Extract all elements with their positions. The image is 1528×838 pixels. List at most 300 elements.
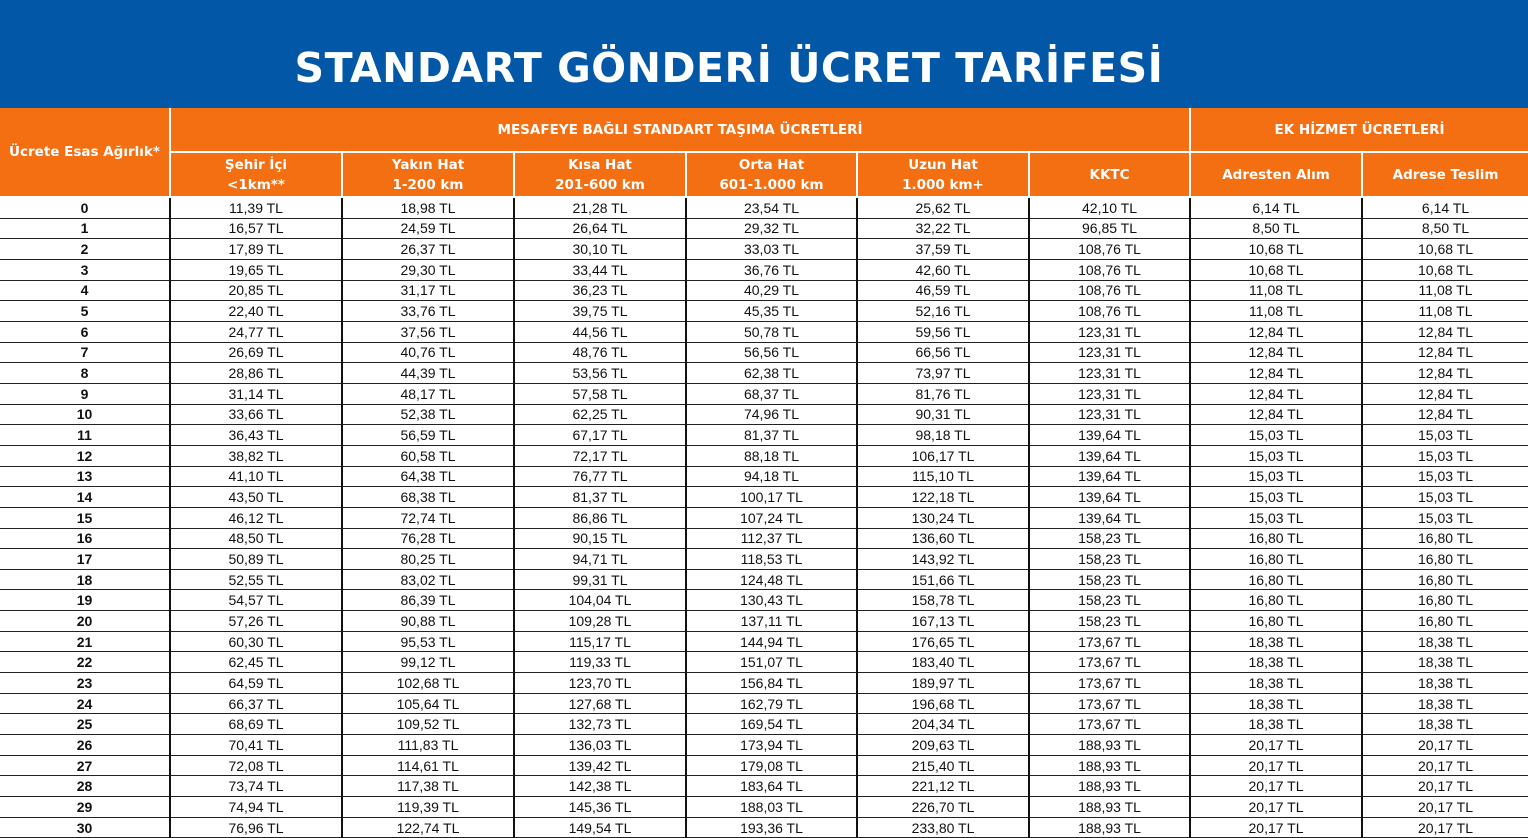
cell-kktc: 173,67 TL	[1029, 673, 1190, 694]
cell-kktc: 158,23 TL	[1029, 528, 1190, 549]
cell-weight: 21	[0, 631, 170, 652]
cell-weight: 14	[0, 487, 170, 508]
cell-adrese-teslim: 8,50 TL	[1362, 218, 1528, 239]
cell-orta-hat: 23,54 TL	[686, 197, 857, 218]
cell-uzun-hat: 59,56 TL	[857, 321, 1029, 342]
cell-adresten-alim: 12,84 TL	[1190, 321, 1362, 342]
cell-weight: 10	[0, 404, 170, 425]
table-row	[0, 549, 1528, 570]
cell-uzun-hat: 98,18 TL	[857, 425, 1029, 446]
cell-yakin-hat: 105,64 TL	[342, 693, 514, 714]
cell-kktc: 139,64 TL	[1029, 466, 1190, 487]
table-row	[0, 301, 1528, 322]
cell-adresten-alim: 12,84 TL	[1190, 342, 1362, 363]
cell-weight: 26	[0, 735, 170, 756]
cell-yakin-hat: 76,28 TL	[342, 528, 514, 549]
cell-kktc: 108,76 TL	[1029, 280, 1190, 301]
column-header-uzun-hat: Uzun Hat 1.000 km+	[857, 152, 1029, 197]
cell-yakin-hat: 117,38 TL	[342, 776, 514, 797]
cell-kisa-hat: 142,38 TL	[514, 776, 686, 797]
table-row	[0, 817, 1528, 838]
cell-kktc: 188,93 TL	[1029, 735, 1190, 756]
cell-sehir-ici: 43,50 TL	[170, 487, 342, 508]
cell-yakin-hat: 40,76 TL	[342, 342, 514, 363]
cell-uzun-hat: 42,60 TL	[857, 259, 1029, 280]
cell-kisa-hat: 119,33 TL	[514, 652, 686, 673]
cell-orta-hat: 169,54 TL	[686, 714, 857, 735]
cell-kisa-hat: 33,44 TL	[514, 259, 686, 280]
cell-kisa-hat: 90,15 TL	[514, 528, 686, 549]
cell-adrese-teslim: 20,17 TL	[1362, 776, 1528, 797]
cell-adrese-teslim: 20,17 TL	[1362, 755, 1528, 776]
cell-uzun-hat: 233,80 TL	[857, 817, 1029, 838]
cell-weight: 3	[0, 259, 170, 280]
cell-orta-hat: 130,43 TL	[686, 590, 857, 611]
cell-weight: 28	[0, 776, 170, 797]
cell-weight: 25	[0, 714, 170, 735]
table-row	[0, 652, 1528, 673]
cell-kisa-hat: 44,56 TL	[514, 321, 686, 342]
cell-adresten-alim: 18,38 TL	[1190, 652, 1362, 673]
cell-adresten-alim: 11,08 TL	[1190, 301, 1362, 322]
cell-sehir-ici: 62,45 TL	[170, 652, 342, 673]
cell-adresten-alim: 20,17 TL	[1190, 817, 1362, 838]
cell-yakin-hat: 64,38 TL	[342, 466, 514, 487]
cell-sehir-ici: 22,40 TL	[170, 301, 342, 322]
table-row	[0, 528, 1528, 549]
cell-orta-hat: 100,17 TL	[686, 487, 857, 508]
cell-kisa-hat: 145,36 TL	[514, 797, 686, 818]
cell-kktc: 188,93 TL	[1029, 817, 1190, 838]
cell-yakin-hat: 29,30 TL	[342, 259, 514, 280]
cell-weight: 4	[0, 280, 170, 301]
cell-kktc: 139,64 TL	[1029, 507, 1190, 528]
table-row	[0, 569, 1528, 590]
table-row	[0, 714, 1528, 735]
cell-adrese-teslim: 16,80 TL	[1362, 611, 1528, 632]
cell-orta-hat: 29,32 TL	[686, 218, 857, 239]
cell-yakin-hat: 111,83 TL	[342, 735, 514, 756]
cell-adresten-alim: 16,80 TL	[1190, 549, 1362, 570]
cell-yakin-hat: 83,02 TL	[342, 569, 514, 590]
column-header-kktc: KKTC	[1029, 152, 1190, 197]
cell-kktc: 139,64 TL	[1029, 487, 1190, 508]
cell-weight: 19	[0, 590, 170, 611]
cell-orta-hat: 137,11 TL	[686, 611, 857, 632]
cell-kktc: 42,10 TL	[1029, 197, 1190, 218]
weight-column-header: Ücrete Esas Ağırlık*	[0, 108, 170, 197]
cell-yakin-hat: 99,12 TL	[342, 652, 514, 673]
table-row	[0, 239, 1528, 260]
cell-weight: 6	[0, 321, 170, 342]
cell-kktc: 96,85 TL	[1029, 218, 1190, 239]
table-row	[0, 363, 1528, 384]
cell-sehir-ici: 54,57 TL	[170, 590, 342, 611]
cell-adrese-teslim: 18,38 TL	[1362, 693, 1528, 714]
cell-weight: 8	[0, 363, 170, 384]
table-row	[0, 342, 1528, 363]
cell-uzun-hat: 143,92 TL	[857, 549, 1029, 570]
cell-kisa-hat: 36,23 TL	[514, 280, 686, 301]
cell-sehir-ici: 33,66 TL	[170, 404, 342, 425]
cell-adrese-teslim: 12,84 TL	[1362, 363, 1528, 384]
cell-sehir-ici: 70,41 TL	[170, 735, 342, 756]
cell-weight: 30	[0, 817, 170, 838]
cell-adresten-alim: 6,14 TL	[1190, 197, 1362, 218]
cell-orta-hat: 173,94 TL	[686, 735, 857, 756]
column-header-adrese-teslim: Adrese Teslim	[1362, 152, 1528, 197]
table-row	[0, 673, 1528, 694]
cell-kisa-hat: 149,54 TL	[514, 817, 686, 838]
cell-kisa-hat: 139,42 TL	[514, 755, 686, 776]
cell-kktc: 123,31 TL	[1029, 404, 1190, 425]
cell-kisa-hat: 39,75 TL	[514, 301, 686, 322]
tariff-body	[0, 197, 1528, 838]
cell-yakin-hat: 80,25 TL	[342, 549, 514, 570]
table-row	[0, 797, 1528, 818]
cell-sehir-ici: 26,69 TL	[170, 342, 342, 363]
cell-adrese-teslim: 18,38 TL	[1362, 673, 1528, 694]
column-header-kisa-hat: Kısa Hat 201-600 km	[514, 152, 686, 197]
cell-adresten-alim: 10,68 TL	[1190, 239, 1362, 260]
cell-uzun-hat: 215,40 TL	[857, 755, 1029, 776]
cell-kisa-hat: 67,17 TL	[514, 425, 686, 446]
table-row	[0, 755, 1528, 776]
cell-orta-hat: 124,48 TL	[686, 569, 857, 590]
cell-weight: 11	[0, 425, 170, 446]
cell-uzun-hat: 151,66 TL	[857, 569, 1029, 590]
cell-kktc: 123,31 TL	[1029, 321, 1190, 342]
cell-kisa-hat: 26,64 TL	[514, 218, 686, 239]
cell-uzun-hat: 115,10 TL	[857, 466, 1029, 487]
cell-weight: 12	[0, 445, 170, 466]
cell-adrese-teslim: 15,03 TL	[1362, 487, 1528, 508]
cell-kisa-hat: 30,10 TL	[514, 239, 686, 260]
cell-kktc: 188,93 TL	[1029, 776, 1190, 797]
column-header-adresten-alim: Adresten Alım	[1190, 152, 1362, 197]
cell-yakin-hat: 102,68 TL	[342, 673, 514, 694]
cell-weight: 7	[0, 342, 170, 363]
cell-yakin-hat: 119,39 TL	[342, 797, 514, 818]
cell-kisa-hat: 115,17 TL	[514, 631, 686, 652]
column-header-yakin-hat: Yakın Hat 1-200 km	[342, 152, 514, 197]
cell-weight: 20	[0, 611, 170, 632]
table-row	[0, 197, 1528, 218]
cell-weight: 16	[0, 528, 170, 549]
cell-weight: 17	[0, 549, 170, 570]
cell-kisa-hat: 21,28 TL	[514, 197, 686, 218]
table-row	[0, 487, 1528, 508]
cell-weight: 27	[0, 755, 170, 776]
cell-uzun-hat: 52,16 TL	[857, 301, 1029, 322]
cell-orta-hat: 56,56 TL	[686, 342, 857, 363]
cell-orta-hat: 68,37 TL	[686, 383, 857, 404]
cell-kisa-hat: 127,68 TL	[514, 693, 686, 714]
cell-adrese-teslim: 6,14 TL	[1362, 197, 1528, 218]
cell-orta-hat: 112,37 TL	[686, 528, 857, 549]
cell-adrese-teslim: 12,84 TL	[1362, 404, 1528, 425]
cell-sehir-ici: 50,89 TL	[170, 549, 342, 570]
cell-sehir-ici: 19,65 TL	[170, 259, 342, 280]
cell-adrese-teslim: 18,38 TL	[1362, 714, 1528, 735]
cell-adresten-alim: 12,84 TL	[1190, 363, 1362, 384]
cell-adresten-alim: 18,38 TL	[1190, 631, 1362, 652]
cell-weight: 13	[0, 466, 170, 487]
cell-weight: 1	[0, 218, 170, 239]
cell-adresten-alim: 18,38 TL	[1190, 693, 1362, 714]
cell-kktc: 158,23 TL	[1029, 569, 1190, 590]
cell-adresten-alim: 16,80 TL	[1190, 528, 1362, 549]
cell-orta-hat: 94,18 TL	[686, 466, 857, 487]
table-row	[0, 466, 1528, 487]
cell-yakin-hat: 24,59 TL	[342, 218, 514, 239]
cell-yakin-hat: 48,17 TL	[342, 383, 514, 404]
cell-adresten-alim: 16,80 TL	[1190, 611, 1362, 632]
cell-kktc: 123,31 TL	[1029, 383, 1190, 404]
cell-weight: 2	[0, 239, 170, 260]
cell-yakin-hat: 18,98 TL	[342, 197, 514, 218]
cell-weight: 24	[0, 693, 170, 714]
cell-uzun-hat: 25,62 TL	[857, 197, 1029, 218]
cell-orta-hat: 81,37 TL	[686, 425, 857, 446]
column-header-orta-hat: Orta Hat 601-1.000 km	[686, 152, 857, 197]
cell-adrese-teslim: 10,68 TL	[1362, 239, 1528, 260]
cell-kisa-hat: 94,71 TL	[514, 549, 686, 570]
cell-adresten-alim: 15,03 TL	[1190, 445, 1362, 466]
cell-orta-hat: 162,79 TL	[686, 693, 857, 714]
cell-adrese-teslim: 16,80 TL	[1362, 569, 1528, 590]
cell-weight: 15	[0, 507, 170, 528]
cell-orta-hat: 179,08 TL	[686, 755, 857, 776]
cell-kisa-hat: 48,76 TL	[514, 342, 686, 363]
cell-yakin-hat: 44,39 TL	[342, 363, 514, 384]
cell-adresten-alim: 10,68 TL	[1190, 259, 1362, 280]
cell-uzun-hat: 158,78 TL	[857, 590, 1029, 611]
cell-weight: 5	[0, 301, 170, 322]
cell-adrese-teslim: 15,03 TL	[1362, 425, 1528, 446]
cell-kktc: 173,67 TL	[1029, 652, 1190, 673]
tariff-table	[0, 108, 1528, 838]
table-row	[0, 590, 1528, 611]
cell-adrese-teslim: 20,17 TL	[1362, 735, 1528, 756]
cell-sehir-ici: 31,14 TL	[170, 383, 342, 404]
cell-yakin-hat: 56,59 TL	[342, 425, 514, 446]
cell-kktc: 173,67 TL	[1029, 693, 1190, 714]
cell-sehir-ici: 60,30 TL	[170, 631, 342, 652]
cell-kktc: 108,76 TL	[1029, 259, 1190, 280]
cell-adresten-alim: 20,17 TL	[1190, 776, 1362, 797]
cell-orta-hat: 33,03 TL	[686, 239, 857, 260]
cell-uzun-hat: 73,97 TL	[857, 363, 1029, 384]
cell-uzun-hat: 90,31 TL	[857, 404, 1029, 425]
cell-orta-hat: 40,29 TL	[686, 280, 857, 301]
cell-orta-hat: 144,94 TL	[686, 631, 857, 652]
cell-adrese-teslim: 15,03 TL	[1362, 445, 1528, 466]
cell-adrese-teslim: 10,68 TL	[1362, 259, 1528, 280]
cell-sehir-ici: 24,77 TL	[170, 321, 342, 342]
column-header-sehir-ici: Şehir İçi <1km**	[170, 152, 342, 197]
cell-yakin-hat: 33,76 TL	[342, 301, 514, 322]
cell-kisa-hat: 99,31 TL	[514, 569, 686, 590]
cell-sehir-ici: 72,08 TL	[170, 755, 342, 776]
cell-adresten-alim: 11,08 TL	[1190, 280, 1362, 301]
cell-kktc: 139,64 TL	[1029, 445, 1190, 466]
cell-adrese-teslim: 11,08 TL	[1362, 301, 1528, 322]
cell-kisa-hat: 81,37 TL	[514, 487, 686, 508]
cell-uzun-hat: 167,13 TL	[857, 611, 1029, 632]
table-row	[0, 693, 1528, 714]
cell-adrese-teslim: 12,84 TL	[1362, 342, 1528, 363]
cell-yakin-hat: 109,52 TL	[342, 714, 514, 735]
cell-orta-hat: 107,24 TL	[686, 507, 857, 528]
cell-adresten-alim: 20,17 TL	[1190, 797, 1362, 818]
cell-adrese-teslim: 20,17 TL	[1362, 817, 1528, 838]
cell-kisa-hat: 109,28 TL	[514, 611, 686, 632]
cell-kktc: 158,23 TL	[1029, 611, 1190, 632]
cell-kktc: 123,31 TL	[1029, 342, 1190, 363]
table-row	[0, 383, 1528, 404]
cell-orta-hat: 118,53 TL	[686, 549, 857, 570]
table-row	[0, 735, 1528, 756]
table-row	[0, 631, 1528, 652]
cell-yakin-hat: 26,37 TL	[342, 239, 514, 260]
table-row	[0, 776, 1528, 797]
cell-weight: 22	[0, 652, 170, 673]
cell-uzun-hat: 189,97 TL	[857, 673, 1029, 694]
cell-sehir-ici: 20,85 TL	[170, 280, 342, 301]
cell-yakin-hat: 90,88 TL	[342, 611, 514, 632]
table-row	[0, 425, 1528, 446]
cell-uzun-hat: 176,65 TL	[857, 631, 1029, 652]
cell-kktc: 108,76 TL	[1029, 301, 1190, 322]
cell-orta-hat: 156,84 TL	[686, 673, 857, 694]
cell-adresten-alim: 16,80 TL	[1190, 590, 1362, 611]
cell-kisa-hat: 132,73 TL	[514, 714, 686, 735]
cell-weight: 9	[0, 383, 170, 404]
cell-orta-hat: 151,07 TL	[686, 652, 857, 673]
table-row	[0, 611, 1528, 632]
cell-sehir-ici: 64,59 TL	[170, 673, 342, 694]
cell-adresten-alim: 18,38 TL	[1190, 673, 1362, 694]
cell-sehir-ici: 52,55 TL	[170, 569, 342, 590]
cell-uzun-hat: 32,22 TL	[857, 218, 1029, 239]
cell-yakin-hat: 37,56 TL	[342, 321, 514, 342]
cell-adrese-teslim: 16,80 TL	[1362, 528, 1528, 549]
cell-adresten-alim: 20,17 TL	[1190, 755, 1362, 776]
cell-adresten-alim: 15,03 TL	[1190, 425, 1362, 446]
cell-kisa-hat: 72,17 TL	[514, 445, 686, 466]
cell-uzun-hat: 130,24 TL	[857, 507, 1029, 528]
cell-sehir-ici: 36,43 TL	[170, 425, 342, 446]
cell-uzun-hat: 136,60 TL	[857, 528, 1029, 549]
cell-adresten-alim: 12,84 TL	[1190, 383, 1362, 404]
cell-sehir-ici: 11,39 TL	[170, 197, 342, 218]
cell-sehir-ici: 66,37 TL	[170, 693, 342, 714]
cell-kisa-hat: 136,03 TL	[514, 735, 686, 756]
cell-adresten-alim: 15,03 TL	[1190, 507, 1362, 528]
cell-yakin-hat: 68,38 TL	[342, 487, 514, 508]
cell-adresten-alim: 16,80 TL	[1190, 569, 1362, 590]
cell-weight: 29	[0, 797, 170, 818]
cell-adrese-teslim: 16,80 TL	[1362, 590, 1528, 611]
cell-adrese-teslim: 15,03 TL	[1362, 507, 1528, 528]
cell-kktc: 158,23 TL	[1029, 590, 1190, 611]
cell-sehir-ici: 48,50 TL	[170, 528, 342, 549]
cell-orta-hat: 88,18 TL	[686, 445, 857, 466]
cell-kisa-hat: 62,25 TL	[514, 404, 686, 425]
cell-sehir-ici: 74,94 TL	[170, 797, 342, 818]
cell-kisa-hat: 123,70 TL	[514, 673, 686, 694]
cell-orta-hat: 36,76 TL	[686, 259, 857, 280]
cell-sehir-ici: 46,12 TL	[170, 507, 342, 528]
cell-uzun-hat: 226,70 TL	[857, 797, 1029, 818]
cell-yakin-hat: 114,61 TL	[342, 755, 514, 776]
distance-group-header: MESAFEYE BAĞLI STANDART TAŞIMA ÜCRETLERİ	[170, 108, 1190, 152]
cell-kktc: 188,93 TL	[1029, 755, 1190, 776]
cell-kktc: 158,23 TL	[1029, 549, 1190, 570]
cell-adresten-alim: 20,17 TL	[1190, 735, 1362, 756]
cell-weight: 23	[0, 673, 170, 694]
table-row	[0, 507, 1528, 528]
cell-uzun-hat: 183,40 TL	[857, 652, 1029, 673]
cell-sehir-ici: 76,96 TL	[170, 817, 342, 838]
cell-orta-hat: 45,35 TL	[686, 301, 857, 322]
cell-orta-hat: 188,03 TL	[686, 797, 857, 818]
cell-orta-hat: 62,38 TL	[686, 363, 857, 384]
cell-kisa-hat: 57,58 TL	[514, 383, 686, 404]
cell-orta-hat: 183,64 TL	[686, 776, 857, 797]
cell-uzun-hat: 106,17 TL	[857, 445, 1029, 466]
cell-sehir-ici: 68,69 TL	[170, 714, 342, 735]
cell-kktc: 123,31 TL	[1029, 363, 1190, 384]
cell-uzun-hat: 196,68 TL	[857, 693, 1029, 714]
cell-uzun-hat: 209,63 TL	[857, 735, 1029, 756]
cell-kktc: 108,76 TL	[1029, 239, 1190, 260]
cell-orta-hat: 50,78 TL	[686, 321, 857, 342]
cell-uzun-hat: 66,56 TL	[857, 342, 1029, 363]
cell-kktc: 173,67 TL	[1029, 631, 1190, 652]
cell-weight: 0	[0, 197, 170, 218]
cell-adrese-teslim: 11,08 TL	[1362, 280, 1528, 301]
cell-sehir-ici: 57,26 TL	[170, 611, 342, 632]
cell-yakin-hat: 122,74 TL	[342, 817, 514, 838]
cell-yakin-hat: 72,74 TL	[342, 507, 514, 528]
cell-adrese-teslim: 15,03 TL	[1362, 466, 1528, 487]
cell-adresten-alim: 8,50 TL	[1190, 218, 1362, 239]
cell-uzun-hat: 122,18 TL	[857, 487, 1029, 508]
cell-uzun-hat: 81,76 TL	[857, 383, 1029, 404]
title-banner	[0, 0, 1528, 108]
table-row	[0, 259, 1528, 280]
cell-uzun-hat: 37,59 TL	[857, 239, 1029, 260]
cell-yakin-hat: 31,17 TL	[342, 280, 514, 301]
cell-sehir-ici: 28,86 TL	[170, 363, 342, 384]
cell-yakin-hat: 95,53 TL	[342, 631, 514, 652]
cell-kisa-hat: 86,86 TL	[514, 507, 686, 528]
cell-sehir-ici: 41,10 TL	[170, 466, 342, 487]
cell-adresten-alim: 12,84 TL	[1190, 404, 1362, 425]
cell-adrese-teslim: 12,84 TL	[1362, 383, 1528, 404]
cell-sehir-ici: 73,74 TL	[170, 776, 342, 797]
cell-yakin-hat: 86,39 TL	[342, 590, 514, 611]
cell-adrese-teslim: 20,17 TL	[1362, 797, 1528, 818]
cell-weight: 18	[0, 569, 170, 590]
cell-sehir-ici: 16,57 TL	[170, 218, 342, 239]
cell-adresten-alim: 15,03 TL	[1190, 487, 1362, 508]
cell-adrese-teslim: 18,38 TL	[1362, 652, 1528, 673]
cell-adrese-teslim: 16,80 TL	[1362, 549, 1528, 570]
cell-kisa-hat: 76,77 TL	[514, 466, 686, 487]
